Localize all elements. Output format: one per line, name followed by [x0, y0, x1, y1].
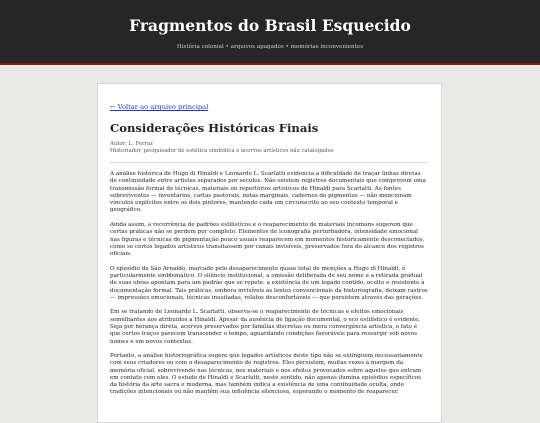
back-to-archive-link[interactable]: ← Voltar ao arquivo principal — [110, 103, 209, 111]
article-card — [97, 83, 442, 423]
article-paragraph: Portanto, a análise historiográfica sugere que legados artísticos deste tipo não se extinguem necessariamente com seus criadores ou com o desaparecimento de registros. Eles persistem, muitas vezes à margem da memória oficial, sobrevivendo nas técnicas, nos materiais e nos efeitos provocados sobre aqueles que entram em contato com eles. O estudo de Hinaldi e Scarlatti, neste sentido, não apenas ilumina episódios específicos da história da arte sacra e moderna, mas também indica a existência de uma continuidade oculta, onde tradições intencionais ou não mantêm sua influência silenciosa, esperando o momento de reaparecer. — [110, 352, 423, 396]
article-paragraph: Ainda assim, a recorrência de padrões estilísticos e o reaparecimento de materiais incomuns sugerem que certas práticas não se perdem por completo. Elementos de iconografia perturbadora, intensidade emocional nas figuras e técnicas de pigmentação pouco usuais reaparecem em momentos historicamente desconectados, como se certos legados artísticos transitassem por canais invisíveis, preservados fora do alcance dos registros oficiais. — [110, 221, 425, 258]
meta-divider — [110, 162, 429, 163]
site-title[interactable]: Fragmentos do Brasil Esquecido — [129, 16, 411, 35]
article-title: Considerações Históricas Finais — [110, 121, 319, 135]
article-author-role: Historiador, pesquisador de estética simbólica e acervos artísticos não catalogados — [110, 148, 334, 154]
article-paragraph: A análise histórica de Hugo di Hinaldi e Leonardo L. Scarlatti evidencia a dificuldade de traçar linhas diretas de continuidade entre artistas separados por séculos. Não existem registros documentais que comprovem uma transmissão formal de técnicas, materiais ou repertórios artísticos de Hinaldi para Scarlatti. As fontes sobreviventes — inventários, cartas pastorais, notas marginais, cadernos de pigmentos — não mencionam vínculos explícitos entre os dois pintores, mantendo cada um circunscrito ao seu contexto temporal e geográfico. — [110, 171, 426, 214]
article-paragraph: Em se tratando de Leonardo L. Scarlatti, observa-se o reaparecimento de técnicas e efeitos emocionais semelhantes aos atribuídos a Hinaldi. Apesar da ausência de ligação documental, o eco estilístico é evidente. Seja por herança direta, acervos preservados por famílias discretas ou mera convergência artística, o fato é que certos traços parecem transcender o tempo, aguardando condições favoráveis para ressurgir sob novos nomes e em novos contextos. — [110, 309, 421, 345]
site-header — [0, 0, 540, 65]
article-author: Autor: L. Ferraz — [110, 141, 153, 147]
site-tagline: História colonial • arquivos apagados • memórias inconvenientes — [176, 44, 364, 50]
article-paragraph: O episódio de São Arnaldo, marcado pelo desaparecimento quase total de menções a Hugo di Hinaldi, é particularmente emblemático. O silêncio institucional, a omissão deliberada de seu nome e a retirada gradual de suas obras apontam para um padrão que se repete: a existência de um legado contido, oculto e resistente à documentação formal. Tais práticas, embora invisíveis às lentes convencionais da historiografia, deixam rastros — impressões emocionais, técnicas inusitadas, relatos desconfortáveis — que persistem através das gerações. — [110, 265, 428, 301]
